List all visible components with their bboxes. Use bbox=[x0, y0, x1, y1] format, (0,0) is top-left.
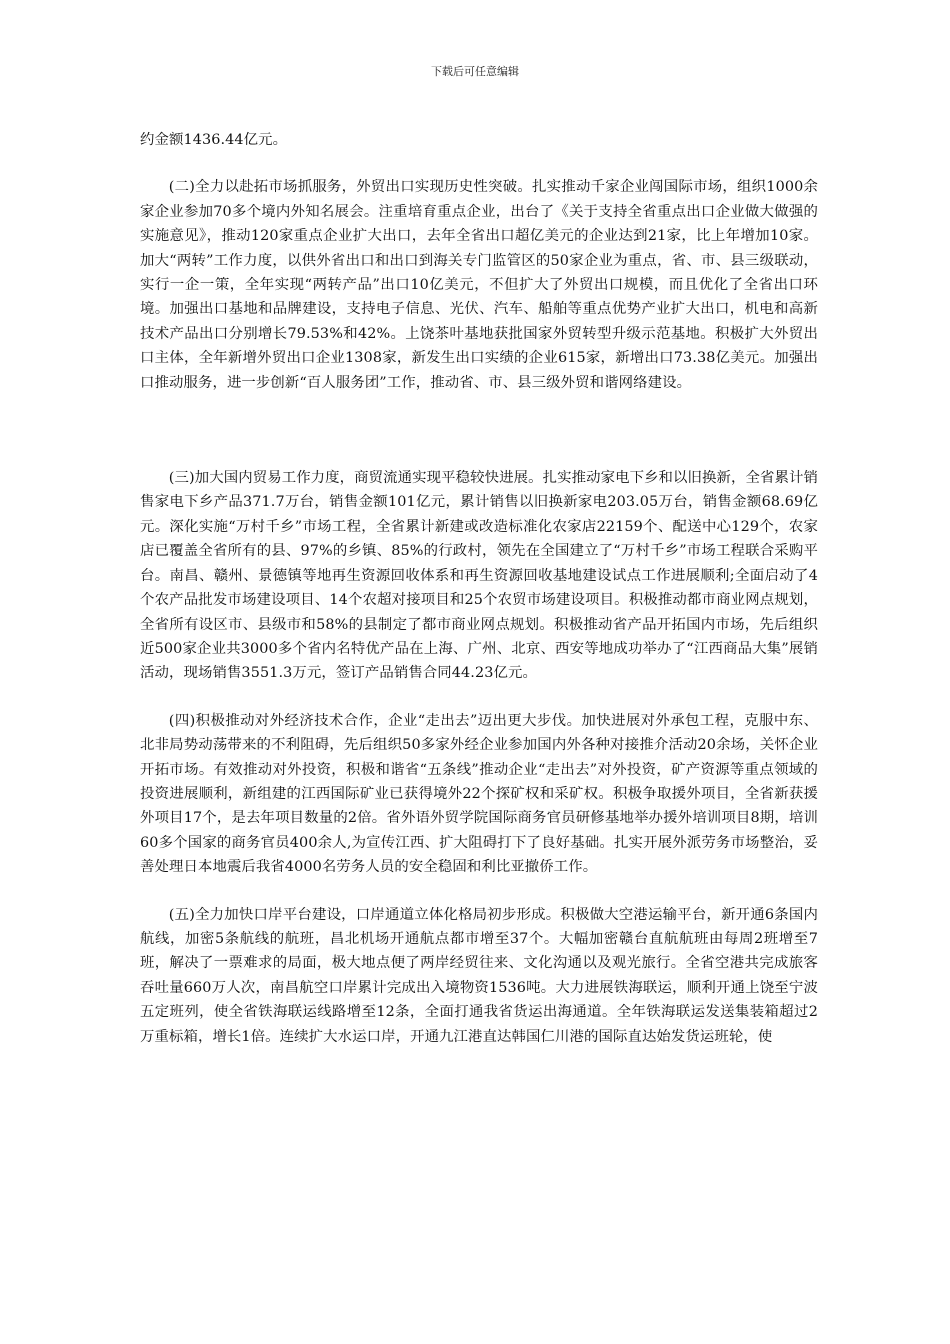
paragraph-section-2: (二)全力以赴拓市场抓服务，外贸出口实现历史性突破。扎实推动千家企业闯国际市场，组织1000余家企业参加70多个境内外知名展会。注重培育重点企业，出台了《关于支持全省重点出口企业做大做强的实施意见》，推动120家重点企业扩大出口，去年全省出口超亿美元的企业达到21家，比上年增加10家。加大“两转”工作力度，以供外省出口和出口到海关专门监管区的50家企业为重点，省、市、县三级联动，实行一企一策，全年实现“两转产品”出口10亿美元，不但扩大了外贸出口规模，而且优化了全省出口环境。加强出口基地和品牌建设，支持电子信息、光伏、汽车、船舶等重点优势产业扩大出口，机电和高新技术产品出口分别增长79.53%和42%。上饶茶叶基地获批国家外贸转型升级示范基地。积极扩大外贸出口主体，全年新增外贸出口企业1308家，新发生出口实绩的企业615家，新增出口73.38亿美元。加强出口推动服务，进一步创新“百人服务团”工作，推动省、市、县三级外贸和谐网络建设。 bbox=[140, 179, 818, 391]
paragraph-section-5: (五)全力加快口岸平台建设，口岸通道立体化格局初步形成。积极做大空港运输平台，新开通6条国内航线，加密5条航线的航班，昌北机场开通航点都市增至37个。大幅加密赣台直航航班由每周2班增至7班，解决了一票难求的局面，极大地点便了两岸经贸往来、文化沟通以及观光旅行。全省空港共完成旅客吞吐量660万人次，南昌航空口岸累计完成出入境物资1536吨。大力进展铁海联运，顺利开通上饶至宁波五定班列，使全省铁海联运线路增至12条，全面打通我省货运出海通道。全年铁海联运发送集装箱超过2万重标箱，增长1倍。连续扩大水运口岸，开通九江港直达韩国仁川港的国际直达始发货运班轮，使 bbox=[140, 906, 818, 1045]
page-header: 下载后可任意编辑 bbox=[431, 65, 519, 78]
paragraph-continuation: 约金额1436.44亿元。 bbox=[140, 132, 288, 148]
paragraph-section-4: (四)积极推动对外经济技术合作，企业“走出去”迈出更大步伐。加快进展对外承包工程，克服中东、北非局势动荡带来的不利阻碍，先后组织50多家外经企业参加国内外各种对接推介活动20余场，关怀企业开拓市场。有效推动对外投资，积极和谐省“五条线”推动企业“走出去”对外投资，矿产资源等重点领域的投资进展顺利，新组建的江西国际矿业已获得境外22个探矿权和采矿权。积极争取援外项目，全省新获援外项目17个，是去年项目数量的2倍。省外语外贸学院国际商务官员研修基地举办援外培训项目8期，培训60多个国家的商务官员400余人,为宣传江西、扩大阻碍打下了良好基础。扎实开展外派劳务市场整治，妥善处理日本地震后我省4000名劳务人员的安全稳固和利比亚撤侨工作。 bbox=[140, 712, 818, 876]
document-body bbox=[140, 128, 818, 1072]
paragraph-section-3: (三)加大国内贸易工作力度，商贸流通实现平稳较快进展。扎实推动家电下乡和以旧换新，全省累计销售家电下乡产品371.7万台，销售金额101亿元，累计销售以旧换新家电203.05万台，销售金额68.69亿元。深化实施“万村千乡”市场工程，全省累计新建或改造标准化农家店22159个、配送中心129个，农家店已覆盖全省所有的县、97%的乡镇、85%的行政村，领先在全国建立了“万村千乡”市场工程联合采购平台。南昌、赣州、景德镇等地再生资源回收体系和再生资源回收基地建设试点工作进展顺利;全面启动了4个农产品批发市场建设项目、14个农超对接项目和25个农贸市场建设项目。积极推动都市商业网点规划，全省所有设区市、县级市和58%的县制定了都市商业网点规划。积极推动省产品开拓国内市场，先后组织近500家企业共3000多个省内名特优产品在上海、广州、北京、西安等地成功举办了“江西商品大集”展销活动，现场销售3551.3万元，签订产品销售合同44.23亿元。 bbox=[140, 470, 818, 682]
